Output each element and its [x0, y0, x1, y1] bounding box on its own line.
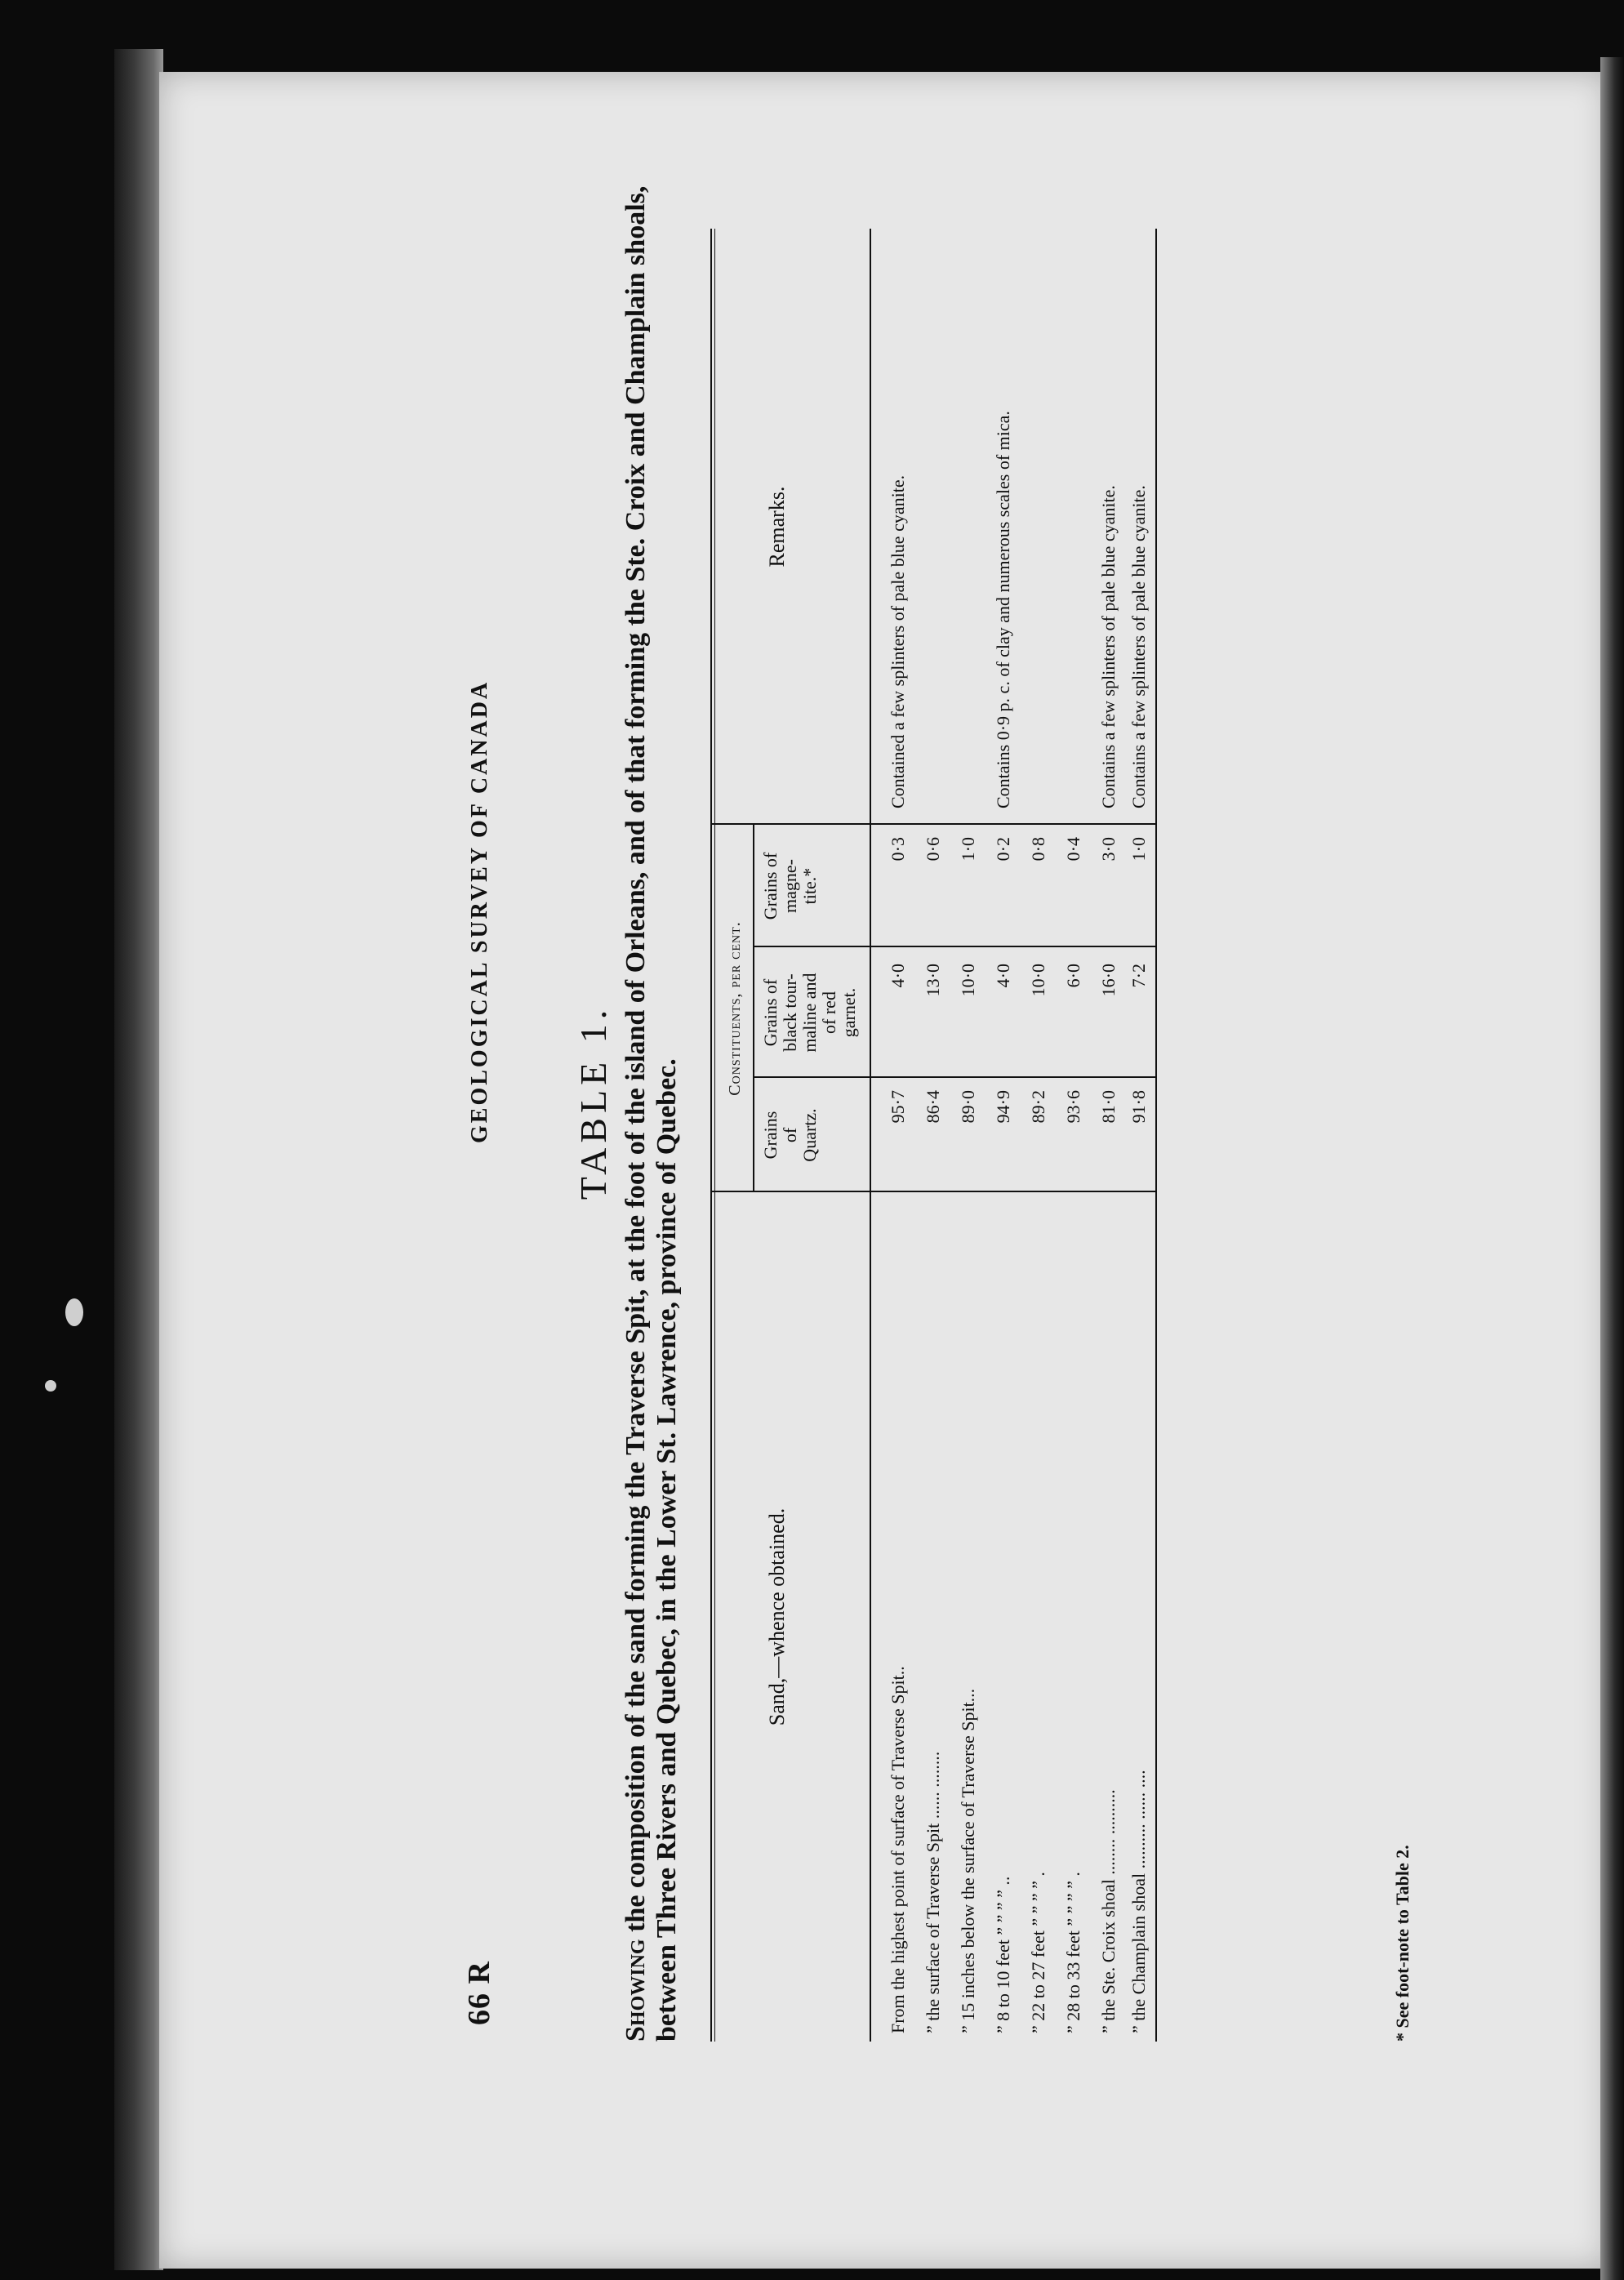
table-row-tourmaline: 4·0	[888, 964, 908, 988]
table-row-source: ” 28 to 33 feet ” ” ” ” .	[1063, 1872, 1083, 2033]
table-row-magnetite: 0·4	[1063, 837, 1083, 862]
table-title: TABLE 1.	[572, 1004, 614, 1200]
table-row-magnetite: 1·0	[958, 837, 978, 862]
scanner-bezel	[114, 49, 163, 2270]
table-row-magnetite: 0·2	[993, 837, 1013, 862]
remarks-column-header: Remarks.	[765, 486, 789, 568]
tourmaline-column-header: Grains of black tour- maline and of red garnet.	[760, 973, 859, 1053]
constituents-group-header: Constituents, per cent.	[726, 921, 744, 1096]
data-table	[710, 229, 1364, 2042]
table-row-tourmaline: 6·0	[1063, 964, 1083, 988]
table-row-tourmaline: 10·0	[1028, 964, 1048, 997]
rule-top	[710, 229, 712, 2042]
table-row-source: ” 15 inches below the surface of Traverse Spit...	[958, 1688, 978, 2033]
page-edge	[1600, 57, 1624, 2280]
table-row-source: ” the Champlain shoal .......... ...... ....	[1128, 1770, 1149, 2033]
table-row-quartz: 94·9	[993, 1090, 1013, 1124]
table-row-source: ” the Ste. Croix shoal ........ ..........	[1098, 1789, 1119, 2033]
source-column-header: Sand,—whence obtained.	[765, 1507, 789, 1726]
table-row-tourmaline: 10·0	[958, 964, 978, 997]
table-row-remark: Contains a few splinters of pale blue cyanite.	[1098, 485, 1119, 808]
table-row-magnetite: 0·8	[1028, 837, 1048, 862]
table-row-remark: Contains 0·9 p. c. of clay and numerous scales of mica.	[993, 411, 1013, 808]
table-row-quartz: 91·8	[1128, 1090, 1149, 1124]
running-title: GEOLOGICAL SURVEY OF CANADA	[467, 679, 492, 1143]
vrule-magnetite	[710, 823, 1155, 825]
footnote: * See foot-note to Table 2.	[1392, 1845, 1413, 2042]
table-row-source: ” the surface of Traverse Spit ...... ........	[923, 1751, 943, 2033]
table-row-magnetite: 3·0	[1098, 837, 1119, 862]
table-row-magnetite: 0·6	[923, 837, 943, 862]
table-row-remark: Contains a few splinters of pale blue cyanite.	[1128, 485, 1149, 808]
table-row-remark: Contained a few splinters of pale blue cyanite.	[888, 474, 908, 808]
page-number: 66 R	[462, 1961, 496, 2025]
table-row-source: ” 8 to 10 feet ” ” ” ” ..	[993, 1876, 1013, 2033]
magnetite-column-header: Grains of magne- tite.*	[760, 852, 820, 920]
table-row-magnetite: 0·3	[888, 837, 908, 862]
group-underline	[753, 825, 754, 1192]
dust-speck	[45, 1380, 56, 1392]
table-caption	[621, 180, 683, 2042]
table-row-quartz: 86·4	[923, 1090, 943, 1124]
dust-speck	[65, 1298, 83, 1326]
table-row-source: ” 22 to 27 feet ” ” ” ” .	[1028, 1872, 1048, 2033]
table-row-source: From the highest point of surface of Traverse Spit..	[888, 1666, 908, 2033]
table-row-magnetite: 1·0	[1128, 837, 1149, 862]
rule-header-bottom	[870, 229, 871, 2042]
table-row-quartz: 81·0	[1098, 1090, 1119, 1124]
table-row-quartz: 95·7	[888, 1090, 908, 1124]
table-row-quartz: 89·2	[1028, 1090, 1048, 1124]
caption-text: the composition of the sand forming the Traverse Spit, at the foot of the island of Orleans, and of that forming the Ste. Croix and Champlain shoals, between Three Rivers and Quebec, in the Lower St. Lawrence, province of Quebec.	[621, 185, 682, 2042]
table-row-tourmaline: 4·0	[993, 964, 1013, 988]
table-row-tourmaline: 13·0	[923, 964, 943, 997]
rotated-page-content	[327, 131, 1551, 2074]
table-row-quartz: 93·6	[1063, 1090, 1083, 1124]
caption-lead: Showing	[621, 1939, 651, 2042]
quartz-column-header: Grains of Quartz.	[760, 1108, 820, 1162]
table-row-tourmaline: 16·0	[1098, 964, 1119, 997]
rule-top-2	[714, 229, 715, 2042]
table-row-quartz: 89·0	[958, 1090, 978, 1124]
table-row-tourmaline: 7·2	[1128, 964, 1149, 988]
